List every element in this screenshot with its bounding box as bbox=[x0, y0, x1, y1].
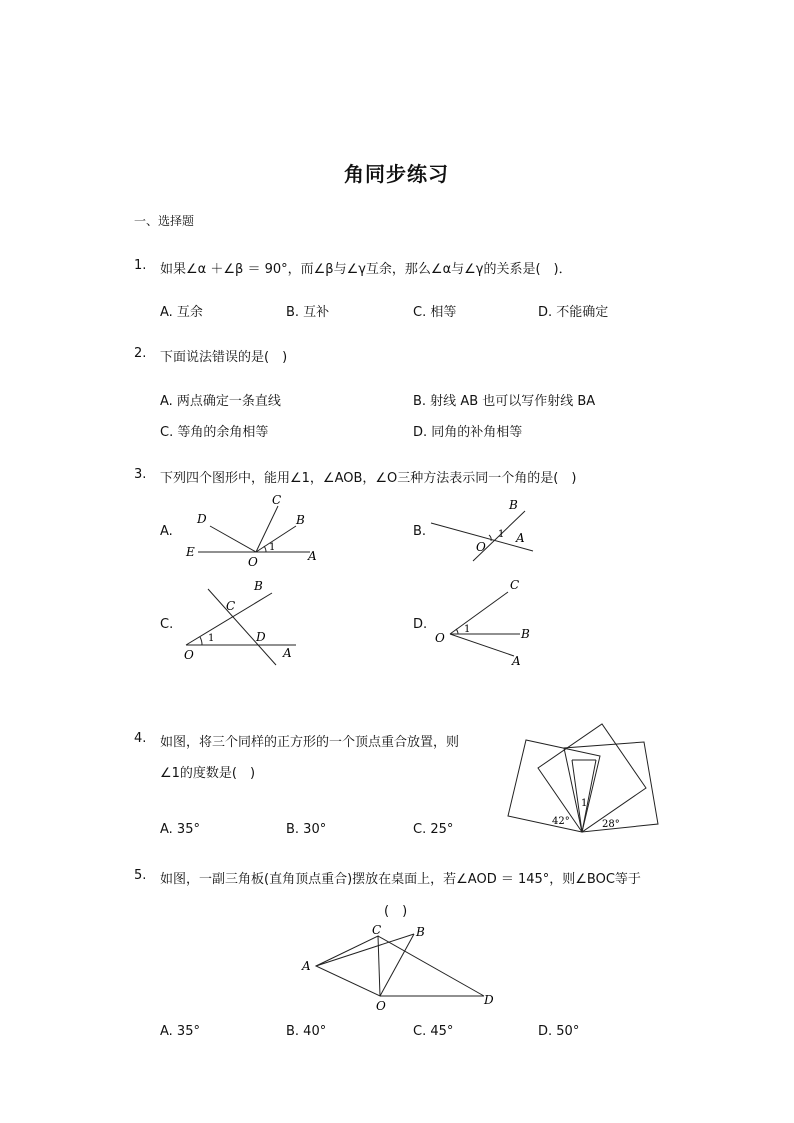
label-a: A bbox=[283, 646, 292, 660]
question-1-number: 1. bbox=[134, 258, 147, 273]
question-4-option-c[interactable]: C. 25° bbox=[413, 822, 454, 837]
figure-q3-b bbox=[425, 495, 545, 565]
question-3-option-c[interactable]: C. bbox=[160, 617, 174, 632]
figure-q3-c bbox=[180, 575, 320, 670]
question-5-option-b[interactable]: B. 40° bbox=[286, 1024, 327, 1039]
section-heading: 一、选择题 bbox=[134, 214, 195, 228]
label-b: B bbox=[509, 498, 518, 512]
question-1-text: 如果∠α ＋∠β ＝ 90°，而∠β与∠γ互余，那么∠α与∠γ的关系是( )． bbox=[160, 262, 572, 277]
question-2-number: 2. bbox=[134, 346, 147, 361]
question-4-text-line1: 如图，将三个同样的正方形的一个顶点重合放置，则 bbox=[160, 735, 460, 750]
question-4-option-b[interactable]: B. 30° bbox=[286, 822, 327, 837]
question-1-option-a[interactable]: A. 互余 bbox=[160, 305, 203, 320]
label-angle-1: 1 bbox=[269, 542, 276, 553]
question-5-text-line1: 如图，一副三角板(直角顶点重合)摆放在桌面上，若∠AOD ＝ 145°，则∠BOC等于 bbox=[160, 872, 641, 887]
label-b: B bbox=[416, 925, 425, 939]
figure-q3-d bbox=[430, 572, 550, 672]
question-3-text: 下列四个图形中，能用∠1，∠AOB，∠O三种方法表示同一个角的是( ) bbox=[160, 471, 577, 486]
label-b: B bbox=[296, 513, 305, 527]
label-angle-1: 1 bbox=[208, 633, 215, 644]
question-2-option-a[interactable]: A. 两点确定一条直线 bbox=[160, 394, 281, 409]
label-angle-1: 1 bbox=[581, 798, 588, 809]
figure-q4-squares bbox=[502, 722, 664, 834]
label-b: B bbox=[254, 579, 263, 593]
question-5-option-d[interactable]: D. 50° bbox=[538, 1024, 580, 1039]
label-a: A bbox=[302, 959, 311, 973]
label-c: C bbox=[226, 599, 236, 613]
question-5-option-a[interactable]: A. 35° bbox=[160, 1024, 200, 1039]
question-2-option-c[interactable]: C. 等角的余角相等 bbox=[160, 425, 269, 440]
question-1-option-d[interactable]: D. 不能确定 bbox=[538, 305, 609, 320]
question-5-number: 5. bbox=[134, 868, 147, 883]
label-o: O bbox=[476, 540, 486, 554]
label-o: O bbox=[248, 555, 258, 569]
label-a: A bbox=[308, 549, 317, 563]
label-a: A bbox=[516, 531, 525, 545]
question-5-text-line2: ( ) bbox=[384, 904, 408, 919]
label-o: O bbox=[435, 631, 445, 645]
question-1-option-b[interactable]: B. 互补 bbox=[286, 305, 330, 320]
figure-q5-triangles bbox=[296, 918, 506, 1016]
question-3-number: 3. bbox=[134, 467, 147, 482]
question-3-option-d[interactable]: D. bbox=[413, 617, 428, 632]
question-2-option-d[interactable]: D. 同角的补角相等 bbox=[413, 425, 523, 440]
question-1-option-c[interactable]: C. 相等 bbox=[413, 305, 457, 320]
label-d: D bbox=[484, 993, 494, 1007]
question-3-option-a[interactable]: A. bbox=[160, 524, 173, 539]
page-title: 角同步练习 bbox=[344, 162, 449, 186]
label-c: C bbox=[510, 578, 520, 592]
label-42-degrees: 42° bbox=[552, 816, 570, 827]
question-2-option-b[interactable]: B. 射线 AB 也可以写作射线 BA bbox=[413, 394, 596, 409]
label-angle-1: 1 bbox=[464, 624, 471, 635]
question-3-option-b[interactable]: B. bbox=[413, 524, 427, 539]
label-c: C bbox=[272, 493, 282, 507]
label-c: C bbox=[372, 923, 382, 937]
question-2-text: 下面说法错误的是( ) bbox=[160, 350, 288, 365]
label-28-degrees: 28° bbox=[602, 819, 620, 830]
label-angle-1: 1 bbox=[498, 529, 505, 540]
question-4-number: 4. bbox=[134, 731, 147, 746]
label-d: D bbox=[197, 512, 207, 526]
label-d: D bbox=[256, 630, 266, 644]
question-5-option-c[interactable]: C. 45° bbox=[413, 1024, 454, 1039]
label-o: O bbox=[376, 999, 386, 1013]
question-4-option-a[interactable]: A. 35° bbox=[160, 822, 200, 837]
label-o: O bbox=[184, 648, 194, 662]
label-b: B bbox=[521, 627, 530, 641]
question-4-text-line2: ∠1的度数是( ) bbox=[160, 766, 256, 781]
figure-q3-a bbox=[180, 490, 330, 570]
label-e: E bbox=[186, 545, 195, 559]
label-a: A bbox=[512, 654, 521, 668]
